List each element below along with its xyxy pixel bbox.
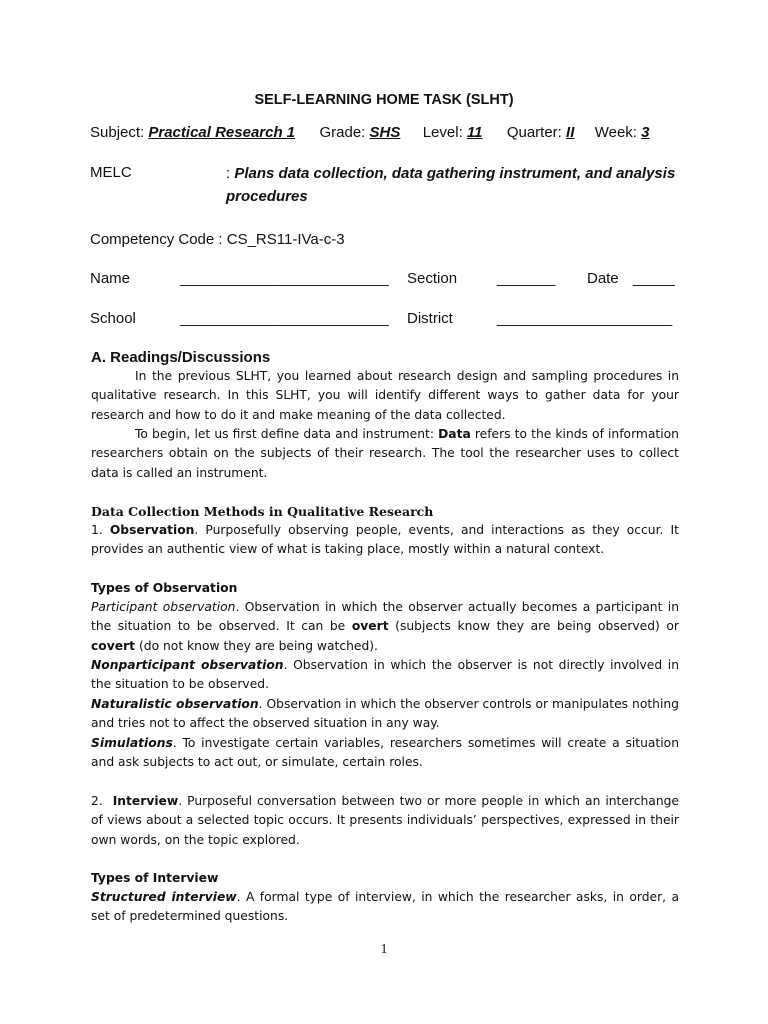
document-title: SELF-LEARNING HOME TASK (SLHT) [254,92,514,108]
observation-paragraph [91,521,679,560]
interview-paragraph [91,792,679,850]
melc-value: Plans data collection, data gathering instrument, and analysis procedures [226,165,676,205]
week-value: 3 [641,124,650,141]
simulations-text: . To investigate certain variables, researchers sometimes will create a situation and ask subjects to act out, or simulate, certain roles. [91,736,679,770]
definition-lead: To begin, let us first define data and instrument: [135,427,434,441]
section-label: Section [407,270,458,287]
participant-term: Participant observation [91,600,236,614]
observation-types-heading: Types of Observation [91,581,238,595]
name-field[interactable]: _________________________ [180,270,389,287]
participant-text-2: (subjects know they are being observed) or [395,619,679,634]
naturalistic-text: . Observation in which the observer controls or manipulates nothing and tries not to affect the observed situation in any way. [91,697,679,731]
paragraph-intro: In the previous SLHT, you learned about research design and sampling procedures in qualitative research. In this SLHT, you will identify different ways to gather data for your research and how to do it and make meaning of the data collected. [91,369,679,422]
grade-value: SHS [369,124,401,141]
melc-label: MELC [90,164,132,181]
interview-term: Interview [112,794,179,808]
melc-block [226,162,686,208]
observation-number: 1. [91,523,103,537]
level-label: Level: [422,124,463,141]
date-field[interactable]: _____ [633,270,675,287]
name-label: Name [90,270,131,287]
participant-observation [91,598,679,656]
paragraph-definition [91,425,679,483]
nonparticipant-term: Nonparticipant observation [91,658,284,672]
district-field[interactable]: _____________________ [497,310,673,327]
subject-label: Subject: [90,124,145,141]
simulations [91,734,679,773]
naturalistic-term: Naturalistic observation [91,697,259,711]
section-field[interactable]: _______ [497,270,556,287]
structured-interview [91,888,679,927]
covert-term: covert [91,638,136,653]
overt-term: overt [351,619,389,634]
interview-number: 2. [91,794,103,808]
school-label: School [90,310,136,327]
grade-label: Grade: [319,124,366,141]
observation-text: . Purposefully observing people, events, and interactions as they occur. It provides an authentic view of what is taking place, mostly within a natural context. [91,523,679,557]
interview-text: . Purposeful conversation between two or more people in which an interchange of views about a selected topic occurs. It presents individuals’ perspectives, expressed in their own words, on the topic explored. [91,794,679,847]
subject-value: Practical Research 1 [148,124,296,141]
melc-colon: : [226,165,231,182]
quarter-value: II [566,124,575,141]
quarter-label: Quarter: [506,124,562,141]
participant-text-3: (do not know they are being watched). [138,638,378,653]
observation-term: Observation [109,523,195,537]
methods-heading: Data Collection Methods in Qualitative Research [91,504,434,519]
header-row [90,124,649,141]
competency-row [90,231,345,248]
participant-text-1: . Observation in which the observer actually becomes a participant in the situation to be observed. It can be [91,600,679,634]
definition-data-term: Data [438,427,471,441]
definition-rest: refers to the kinds of information researchers obtain on the subjects of their research. The tool the researcher uses to collect data is called an instrument. [91,427,679,480]
level-value: 11 [466,124,483,141]
structured-term: Structured interview [91,890,237,904]
district-label: District [407,310,453,327]
nonparticipant-text: . Observation in which the observer is not directly involved in the situation to be observed. [91,658,679,692]
school-field[interactable]: _________________________ [180,310,389,327]
week-label: Week: [594,124,637,141]
interview-types-heading: Types of Interview [91,871,219,885]
page-number: 1 [380,942,388,957]
naturalistic-observation [91,695,679,734]
section-a-heading: A. Readings/Discussions [91,349,271,366]
date-label: Date [587,270,619,287]
structured-text: . A formal type of interview, in which the researcher asks, in order, a set of predetermined questions. [91,890,679,924]
simulations-term: Simulations [91,736,173,750]
nonparticipant-observation [91,656,679,695]
competency-label: Competency Code [90,231,215,248]
competency-value: : CS_RS11-IVa-c-3 [218,231,345,248]
